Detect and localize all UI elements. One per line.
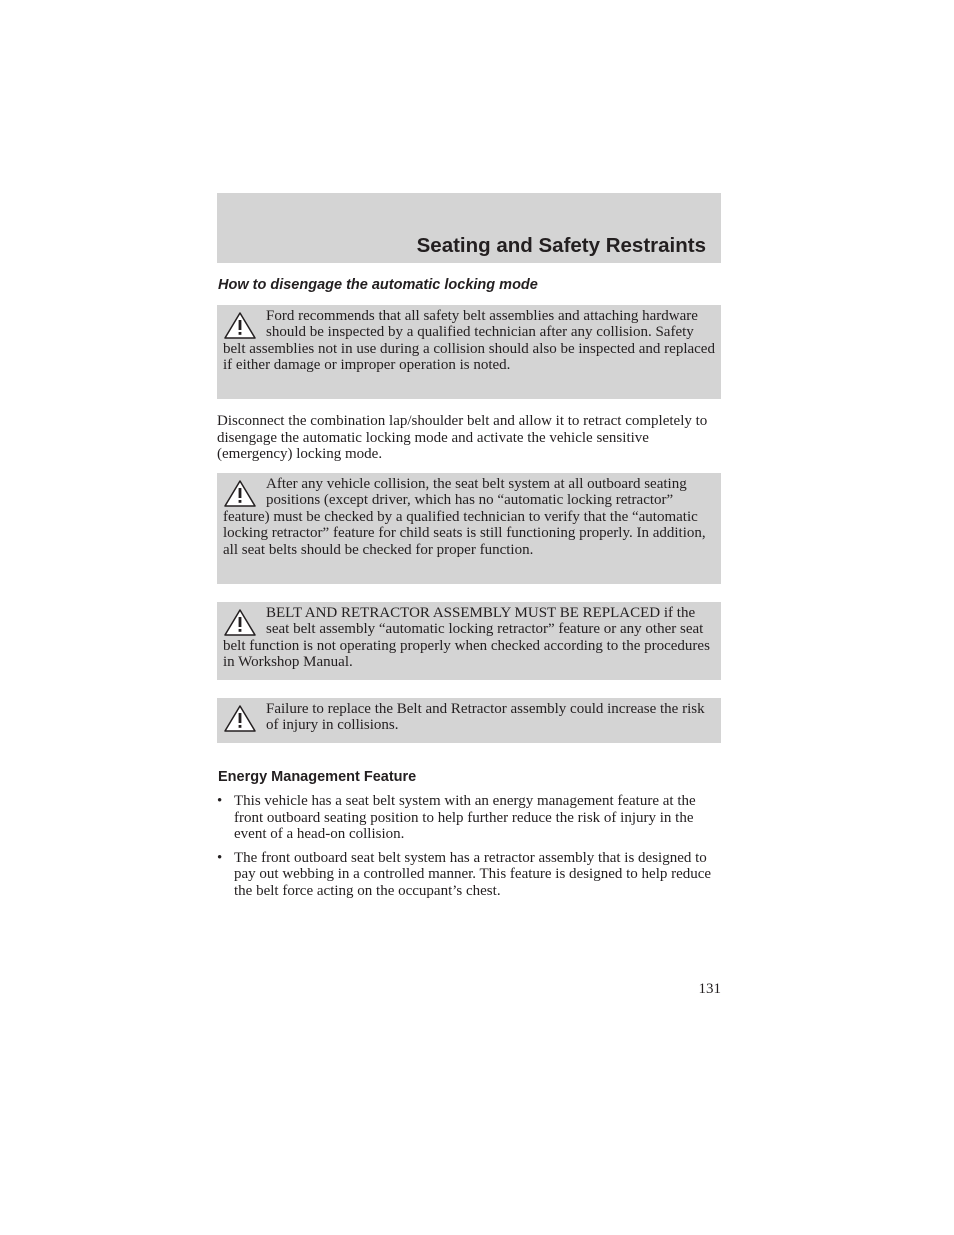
warning-triangle-icon xyxy=(223,608,257,637)
list-item-text: The front outboard seat belt system has a retractor assembly that is designed to pay out webbing in a controlled manner. This feature is designed to help reduce the belt force acting on the occupant’s chest. xyxy=(234,849,712,899)
warning-triangle-icon xyxy=(223,704,257,733)
warning-box-3 xyxy=(217,602,721,680)
list-item-text: This vehicle has a seat belt system with an energy management feature at the front outboard seating position to help further reduce the risk of injury in the event of a head-on collision. xyxy=(234,793,696,842)
bullet-icon: • xyxy=(217,793,223,809)
list-item xyxy=(217,850,721,900)
warning-text-4: Failure to replace the Belt and Retractor assembly could increase the risk of injury in collisions. xyxy=(266,701,705,734)
body-paragraph: Disconnect the combination lap/shoulder belt and allow it to retract completely to disengage the automatic locking mode and activate the vehicle sensitive (emergency) locking mode. xyxy=(217,413,708,462)
list-item xyxy=(217,793,721,843)
warning-text-3: BELT AND RETRACTOR ASSEMBLY MUST BE REPLACED if the seat belt assembly “automatic locking retractor” feature or any other seat belt function is not operating properly when checked according to the procedures in Workshop Manual. xyxy=(223,605,710,671)
warning-triangle-icon xyxy=(223,311,257,340)
warning-box-4 xyxy=(217,698,721,743)
page-number: 131 xyxy=(698,981,721,997)
warning-box-2 xyxy=(217,473,721,584)
warning-text-1: Ford recommends that all safety belt assemblies and attaching hardware should be inspected by a qualified technician after any collision. Safety belt assemblies not in use during a collision should also be inspected and replaced if either damage or improper operation is noted. xyxy=(223,308,715,374)
warning-triangle-icon xyxy=(223,479,257,508)
warning-text-2: After any vehicle collision, the seat belt system at all outboard seating positions (except driver, which has no “automatic locking retractor” feature) must be checked by a qualified technician to verify that the “automatic locking retractor” feature for child seats is still functioning properly. In addition, all seat belts should be checked for proper function. xyxy=(223,476,706,558)
page-title: Seating and Safety Restraints xyxy=(416,234,706,257)
bullet-icon: • xyxy=(217,849,223,866)
section-heading-energy-management: Energy Management Feature xyxy=(218,769,417,785)
warning-box-1 xyxy=(217,305,721,399)
section-heading-disengage: How to disengage the automatic locking mode xyxy=(218,277,538,293)
bullet-list xyxy=(217,793,721,906)
header-band xyxy=(217,193,721,263)
